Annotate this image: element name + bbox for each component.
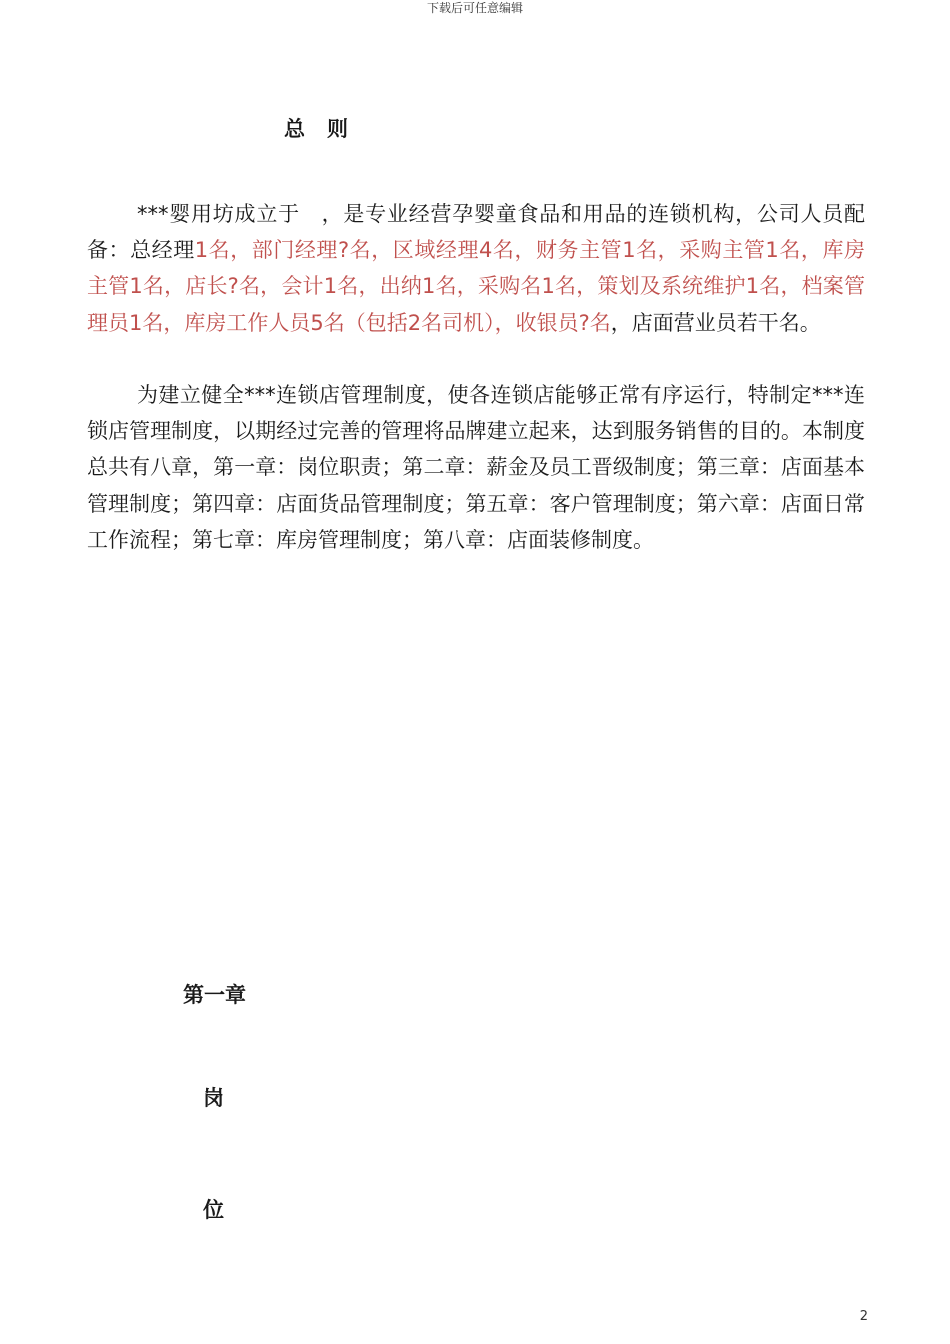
- intro-text-end: ，店面营业员若干名。: [610, 310, 821, 335]
- staffing-highlight: 1名，部门经理?名，区域经理4名，财务主管1名，采购主管1名，库房主管1名，店长?名，会计1名，出纳1名，采购名1名，策划及系统维护1名，档案管理员1名，库房工作人员5名（包括2名司机），收银员?名: [87, 238, 866, 335]
- chapter-title-char: 位: [203, 1198, 224, 1222]
- page-title: 总则: [284, 117, 370, 141]
- purpose-paragraph: 为建立健全***连锁店管理制度，使各连锁店能够正常有序运行，特制定***连锁店管理制度，以期经过完善的管理将品牌建立起来，达到服务销售的目的。本制度总共有八章，第一章：岗位职责；第二章：薪金及员工晋级制度；第三章：店面基本管理制度；第四章：店面货品管理制度；第五章：客户管理制度；第六章：店面日常工作流程；第七章：库房管理制度；第八章：店面装修制度。: [87, 383, 865, 552]
- chapter-title-char: 岗: [203, 1086, 224, 1110]
- chapter-heading: 第一章: [183, 983, 246, 1007]
- intro-paragraph: [87, 196, 865, 341]
- page-header: 下载后可任意编辑: [426, 1, 523, 15]
- intro-text-start: ***婴用坊成立于 ，是专业经营孕婴童食品和用品的连锁机构，公司人员配备：总经理: [87, 202, 865, 263]
- page-number: 2: [859, 1309, 868, 1324]
